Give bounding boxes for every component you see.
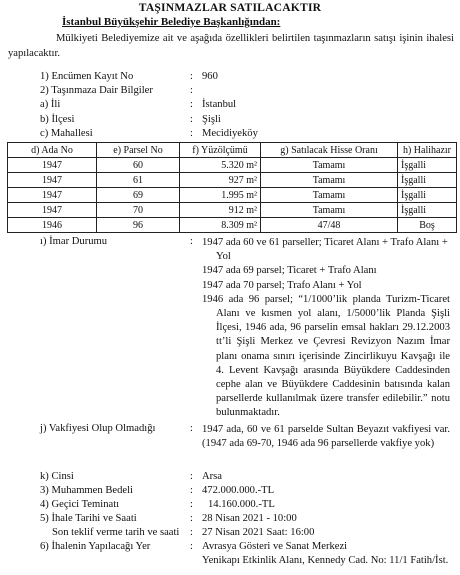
- cell-parsel: 61: [97, 173, 180, 188]
- parcel-table: [7, 142, 457, 233]
- field-ili: a) İli : İstanbul: [40, 99, 237, 110]
- field-label: 5) İhale Tarihi ve Saati: [40, 513, 137, 524]
- cell-hisse: 47/48: [261, 218, 398, 233]
- vakfiye-text: 1947 ada, 60 ve 61 parselde Sultan Beyazıt vakfiyesi var. (1947 ada 69-70, 1946 ada 96 parsellerde vakfiye yok): [202, 424, 450, 450]
- column-header-halihazir: h) Halihazır: [398, 143, 457, 158]
- field-muhammen-bedeli: 3) Muhammen Bedeli : 472.000.000.-TL: [40, 485, 275, 496]
- cell-halihazir: İşgalli: [398, 188, 457, 203]
- cell-hisse: Tamamı: [261, 203, 398, 218]
- field-ihale-yeri-adres: [40, 554, 455, 568]
- table-row: [8, 173, 457, 188]
- column-header-ada: d) Ada No: [8, 143, 97, 158]
- cell-ada: 1947: [8, 158, 97, 173]
- field-value: Avrasya Gösteri ve Sanat Merkezi: [202, 541, 348, 552]
- cell-hisse: Tamamı: [261, 173, 398, 188]
- field-label: a) İli: [40, 99, 61, 110]
- cell-yuzolcumu: 8.309 m²: [180, 218, 261, 233]
- imar-line: 1947 ada 69 parsel; Ticaret + Trafo Alanı: [202, 265, 377, 277]
- cell-ada: 1947: [8, 173, 97, 188]
- table-header-row: [8, 143, 457, 158]
- cell-yuzolcumu: 1.995 m²: [180, 188, 261, 203]
- imar-label: ı) İmar Durumu: [40, 236, 108, 247]
- field-value: 14.160.000.-TL: [208, 499, 275, 510]
- vakfiye-label: j) Vakfiyesi Olup Olmadığı: [40, 423, 156, 434]
- cell-halihazir: İşgalli: [398, 173, 457, 188]
- field-value: Mecidiyeköy: [202, 128, 258, 139]
- field-label: Son teklif verme tarih ve saati: [52, 527, 180, 538]
- field-mahallesi: c) Mahallesi : Mecidiyeköy: [40, 128, 258, 139]
- field-label: b) İlçesi: [40, 114, 75, 125]
- cell-parsel: 96: [97, 218, 180, 233]
- cell-hisse: Tamamı: [261, 188, 398, 203]
- cell-ada: 1947: [8, 188, 97, 203]
- cell-ada: 1947: [8, 203, 97, 218]
- field-label: 1) Encümen Kayıt No: [40, 71, 134, 82]
- imar-line: 1946 ada 96 parsel; “1/1000’lik planda Turizm-Ticaret Alanı ve kısmen yol alanı, 1/5000’lik Planda Şişli İlçesi, 1946 ada, 96 parselin emsal hakları 29.12.2003 tt’li Şişli Merkez ve Çevresi Revizyon Nazım İmar planı onama sınırı içerisinde Zincirlikuyu Kavşağı ile 4. Levent Kavşağı arasında Büyükdere Caddesinden cephe alan ve Büyükdere Caddesinin batısında kalan parsellerde kullanılmak üzere transfer edilebilir.” notu bulunmaktadır.: [202, 293, 450, 419]
- field-label: 2) Taşınmaza Dair Bilgiler: [40, 85, 153, 96]
- field-value: Yenikapı Etkinlik Alanı, Kennedy Cad. No: 11/1 Fatih/İst.: [202, 555, 449, 566]
- field-value: 28 Nisan 2021 - 10:00: [202, 513, 297, 524]
- imar-text: [202, 236, 450, 421]
- field-encumen-kayit: 1) Encümen Kayıt No : 960: [40, 71, 218, 82]
- field-value: 472.000.000.-TL: [202, 485, 275, 496]
- cell-parsel: 70: [97, 203, 180, 218]
- cell-yuzolcumu: 5.320 m²: [180, 158, 261, 173]
- field-label: 4) Geçici Teminatı: [40, 499, 120, 510]
- field-gecici-teminat: 4) Geçici Teminatı : 14.160.000.-TL: [40, 499, 275, 510]
- table-row: [8, 188, 457, 203]
- field-label: k) Cinsi: [40, 471, 74, 482]
- cell-yuzolcumu: 912 m²: [180, 203, 261, 218]
- cell-hisse: Tamamı: [261, 158, 398, 173]
- field-cinsi: k) Cinsi : Arsa: [40, 471, 223, 482]
- tender-notice: TAŞINMAZLAR SATILACAKTIR İstanbul Büyükşehir Belediye Başkanlığından: Mülkiyeti Belediyemize ait ve aşağıda özellikleri belirtilen taşınmazların satışı işinin ihalesi yapılacaktır. 1) Encümen Kayıt No : 960 2) Taşınmaza Dair Bilgiler : a) İli : İstanbul b) İlçesi : Şişli c) Mahallesi : Mecidiyeköy d) Ada No e) Parsel No f) Yüzölçümü g) Satılacak Hisse Oranı h) Halihazır 1947 60 5.320 m² Tamamı İşgalli 1947 61 927 m² Tamamı İşgalli 1947 69 1.995 m² Tamamı İşgalli 1947 70 912 m² Tamamı İşgalli 1946 96 8.309 m² 47/48 Boş ı) İmar Durumu : 1947 ada 60 ve 61 parseller; Ticaret Alanı + Trafo Alanı + Yol 1947 ada 69 parsel; Ticaret + Trafo Alanı 1947 ada 70 parsel; Trafo Alanı + Yol 1946 ada 96 parsel; “1/1000’lik planda Turizm-Ticaret Alanı ve kısmen yol alanı, 1/5000’lik Planda Şişli İlçesi, 1946 ada, 96 parselin emsal hakları 29.12.2003 tt’li Şişli Merkez ve Çevresi Revizyon Nazım İmar planı onama sınırı içerisinde Zincirlikuyu Kavşağı ile 4. Levent Kavşağı arasında Büyükdere Caddesinden cephe alan ve Büyükdere Caddesinin batısında kalan parsellerde kullanılmak üzere transfer edilebilir.” notu bulunmaktadır. j) Vakfiyesi Olup Olmadığı : 1947 ada, 60 ve 61 parselde Sultan Beyazıt vakfiyesi var. (1947 ada 69-70, 1946 ada 96 parsellerde vakfiye yok) k) Cinsi : Arsa 3) Muhammen Bedeli : 472.000.000.-TL 4) Geçici Teminatı : 14.160.000.-TL 5) İhale Tarihi ve Saati : 28 Nisan 2021 - 10:00 Son teklif verme tarih ve saati : 27 Nisan 2021 Saat: 16:00 6) İhalenin Yapılacağı Yer : Avrasya Gösteri ve Sanat Merkezi Yenikapı Etkinlik Alanı, Kennedy Cad. No: 11/1 Fatih/İst.: [0, 0, 460, 575]
- field-value: İstanbul: [202, 99, 237, 110]
- column-header-hisse: g) Satılacak Hisse Oranı: [261, 143, 398, 158]
- table-row: [8, 203, 457, 218]
- field-value: Şişli: [202, 114, 221, 125]
- field-label: 6) İhalenin Yapılacağı Yer: [40, 541, 151, 552]
- field-tasinmaz-bilgiler: 2) Taşınmaza Dair Bilgiler :: [40, 85, 193, 96]
- column-header-yuzolcumu: f) Yüzölçümü: [180, 143, 261, 158]
- field-son-teklif: Son teklif verme tarih ve saati : 27 Nisan 2021 Saat: 16:00: [52, 527, 315, 538]
- cell-halihazir: İşgalli: [398, 158, 457, 173]
- field-label: c) Mahallesi: [40, 128, 93, 139]
- issuing-authority: İstanbul Büyükşehir Belediye Başkanlığından:: [62, 16, 281, 28]
- notice-title: TAŞINMAZLAR SATILACAKTIR: [138, 1, 322, 14]
- cell-parsel: 69: [97, 188, 180, 203]
- cell-halihazir: Boş: [398, 218, 457, 233]
- cell-parsel: 60: [97, 158, 180, 173]
- field-ihale-tarihi: 5) İhale Tarihi ve Saati : 28 Nisan 2021 - 10:00: [40, 513, 297, 524]
- column-header-parsel: e) Parsel No: [97, 143, 180, 158]
- cell-ada: 1946: [8, 218, 97, 233]
- imar-line: 1947 ada 60 ve 61 parseller; Ticaret Alanı + Trafo Alanı + Yol: [202, 237, 448, 263]
- field-ilcesi: b) İlçesi : Şişli: [40, 114, 221, 125]
- field-label: 3) Muhammen Bedeli: [40, 485, 133, 496]
- cell-halihazir: İşgalli: [398, 203, 457, 218]
- table-row: [8, 158, 457, 173]
- field-value: 27 Nisan 2021 Saat: 16:00: [202, 527, 315, 538]
- imar-line: 1947 ada 70 parsel; Trafo Alanı + Yol: [202, 279, 362, 291]
- cell-yuzolcumu: 927 m²: [180, 173, 261, 188]
- intro-paragraph: Mülkiyeti Belediyemize ait ve aşağıda özellikleri belirtilen taşınmazların satışı işinin ihalesi yapılacaktır.: [8, 33, 454, 59]
- field-ihale-yeri: 6) İhalenin Yapılacağı Yer : Avrasya Gösteri ve Sanat Merkezi: [40, 541, 348, 552]
- field-value: Arsa: [202, 471, 223, 482]
- field-value: 960: [202, 71, 218, 82]
- table-row: [8, 218, 457, 233]
